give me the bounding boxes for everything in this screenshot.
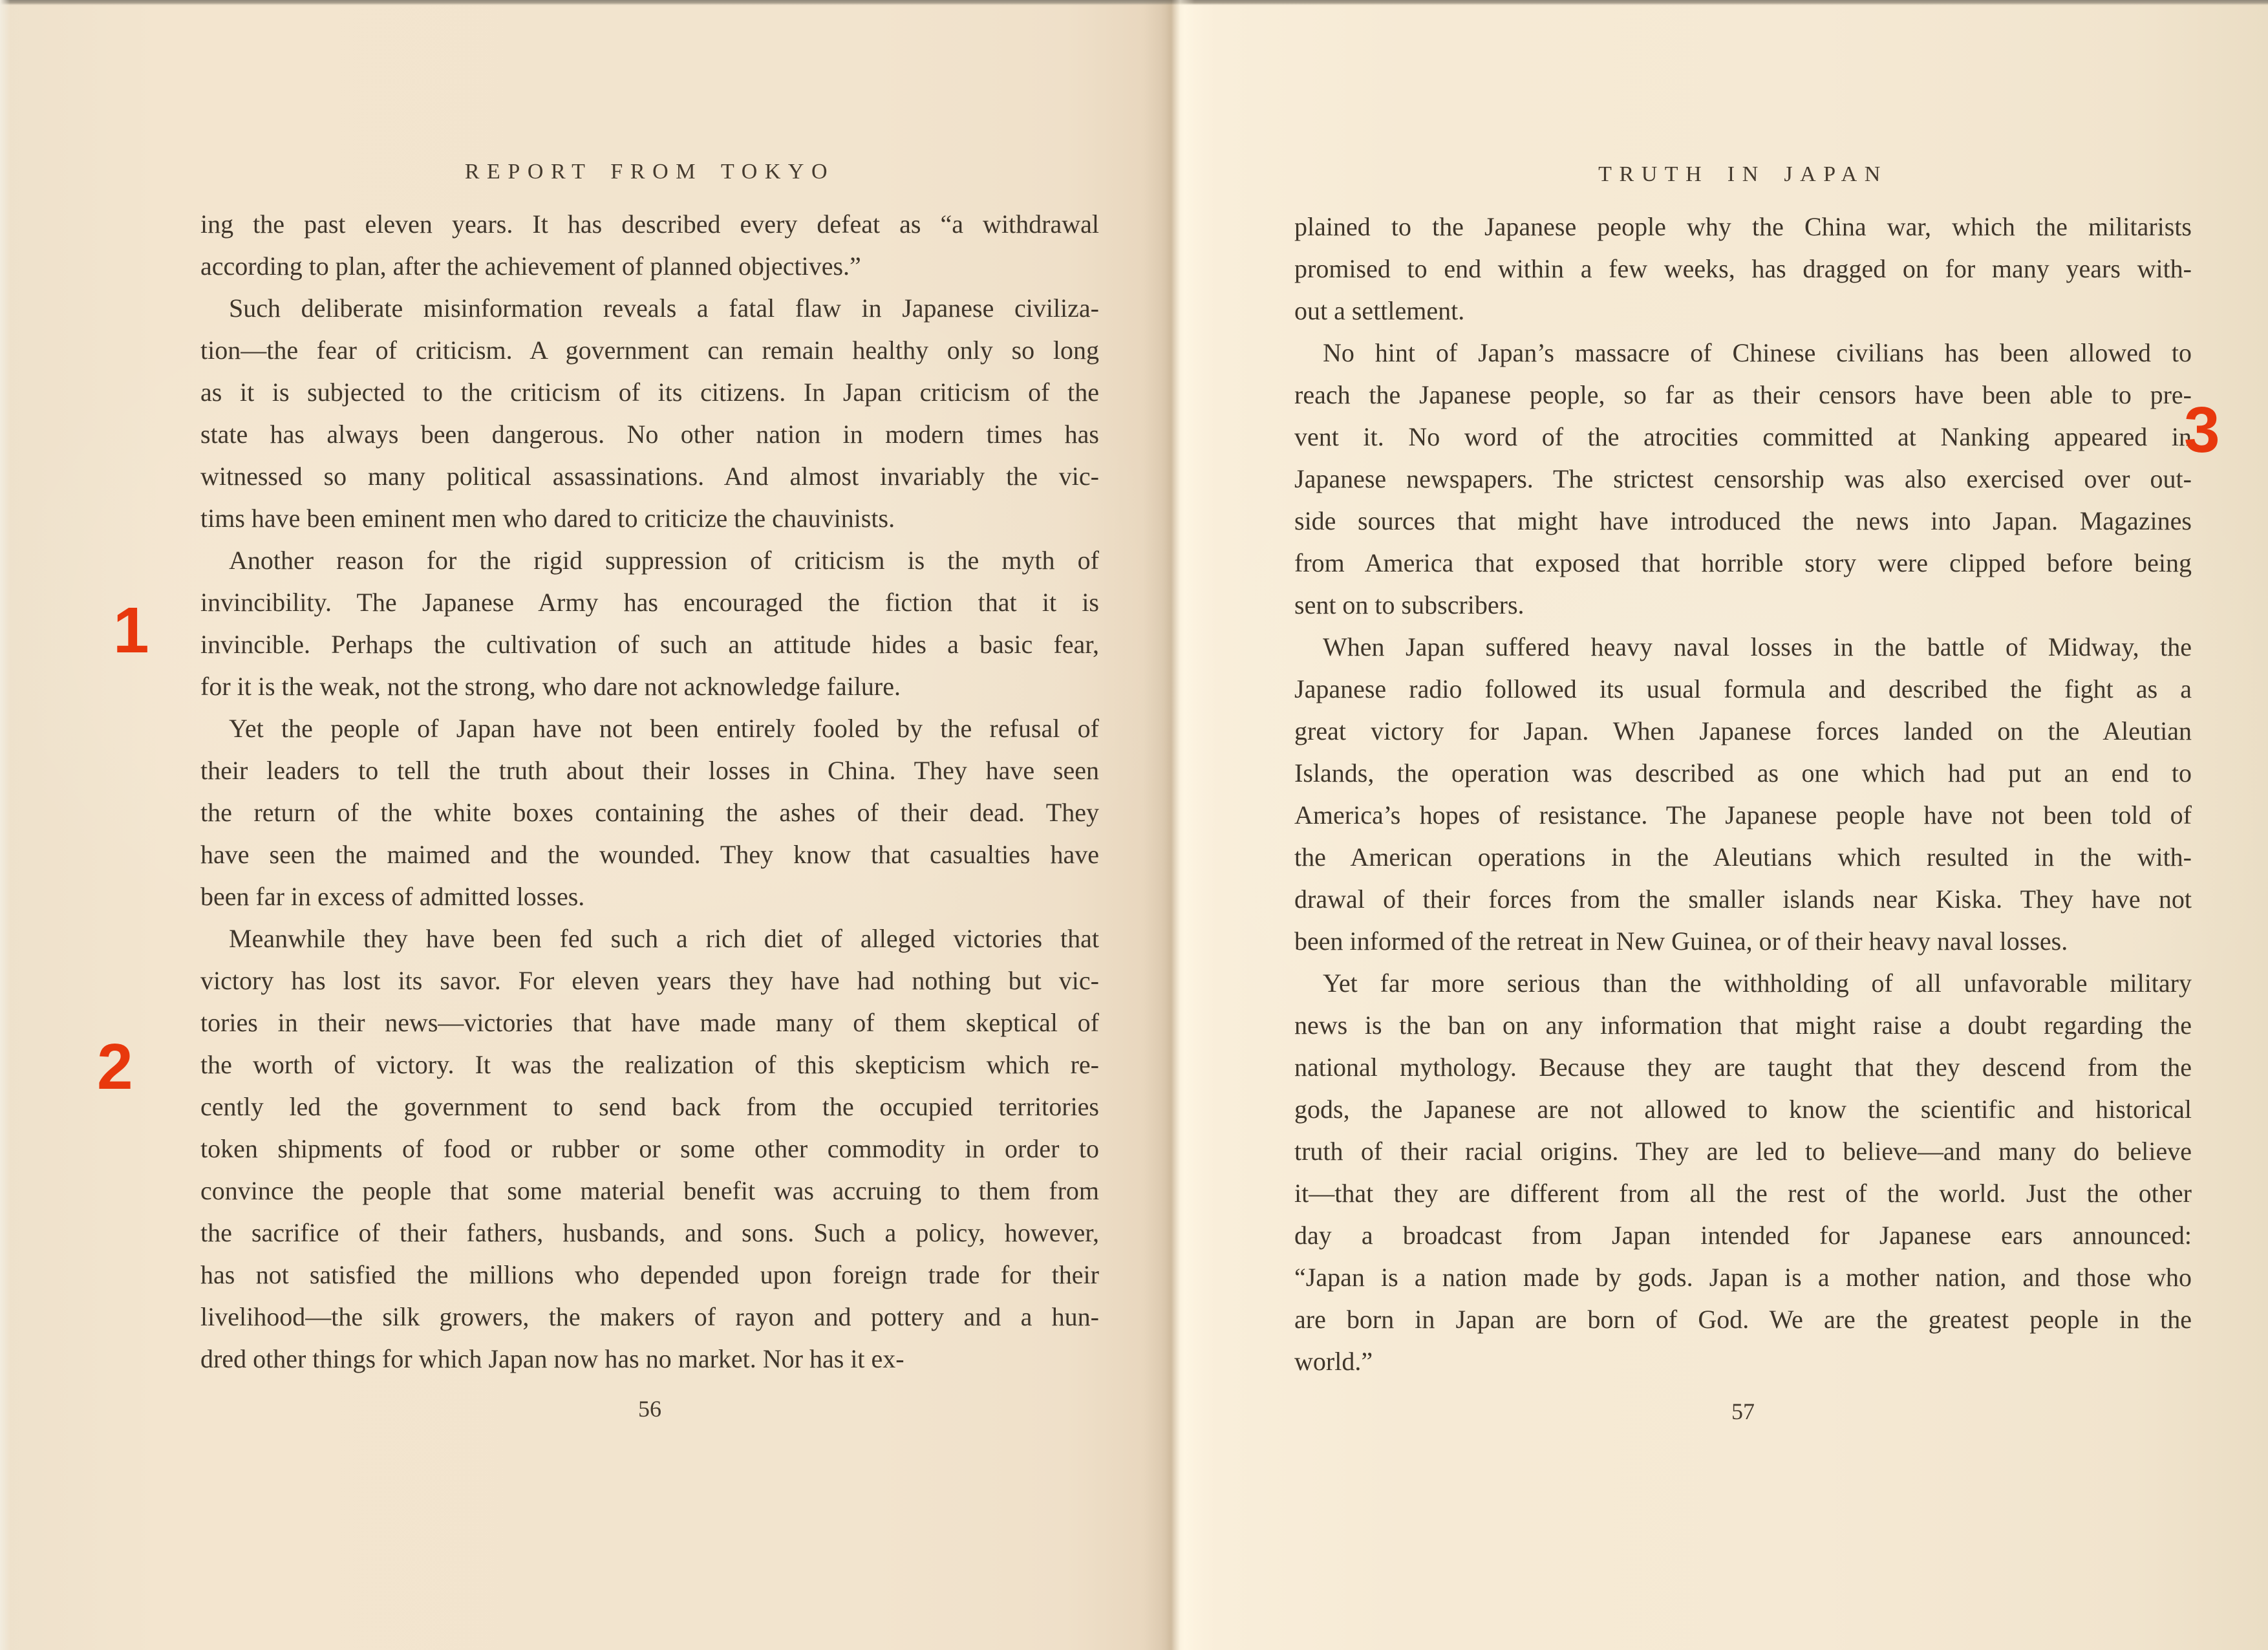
text-line: Meanwhile they have been fed such a rich diet of alleged victories that [229,924,1099,953]
text-line: has not satisfied the millions who depended upon foreign trade for their [200,1260,1099,1289]
text-line: gods, the Japanese are not allowed to know the scientific and historical [1294,1095,2192,1124]
text-line: are born in Japan are born of God. We are the greatest people in the [1294,1305,2192,1334]
text-line: side sources that might have introduced the news into Japan. Magazines [1294,506,2192,535]
text-line: Another reason for the rigid suppression of criticism is the myth of [229,546,1099,575]
text-line: America’s hopes of resistance. The Japanese people have not been told of [1294,800,2192,830]
text-line: plained to the Japanese people why the China war, which the militarists [1294,212,2192,241]
right-page-text [1294,206,2192,1382]
text-line: the return of the white boxes containing the ashes of their dead. They [200,798,1099,827]
text-line: have seen the maimed and the wounded. They know that casualties have [200,840,1099,869]
gutter-shadow [1143,0,1195,1650]
text-line: token shipments of food or rubber or some other commodity in order to [200,1134,1099,1163]
text-line: vent it. No word of the atrocities committed at Nanking appeared in [1294,422,2192,451]
text-line: livelihood—the silk growers, the makers of rayon and pottery and a hun- [200,1302,1099,1331]
annotation-marker-1: 1 [113,594,149,667]
text-line: ing the past eleven years. It has described every defeat as “a withdrawal [200,209,1099,239]
text-line: as it is subjected to the criticism of its citizens. In Japan criticism of the [200,378,1099,407]
text-line: When Japan suffered heavy naval losses in the battle of Midway, the [1323,632,2192,661]
text-line: tories in their news—victories that have made many of them skeptical of [200,1008,1099,1037]
text-line: invincible. Perhaps the cultivation of such an attitude hides a basic fear, [200,630,1099,659]
text-line: the sacrifice of their fathers, husbands, and sons. Such a policy, however, [200,1218,1099,1247]
text-line: convince the people that some material benefit was accruing to them from [200,1176,1099,1205]
text-line: according to plan, after the achievement of planned objectives.” [200,252,861,281]
text-line: Islands, the operation was described as one which had put an end to [1294,758,2192,788]
text-line: state has always been dangerous. No other nation in modern times has [200,420,1099,449]
text-line: Japanese radio followed its usual formula and described the fight as a [1294,674,2192,703]
left-page-text [200,203,1099,1380]
text-line: reach the Japanese people, so far as their censors have been able to pre- [1294,380,2192,409]
text-line: cently led the government to send back from the occupied territories [200,1092,1099,1121]
text-line: invincibility. The Japanese Army has encouraged the fiction that it is [200,588,1099,617]
text-line: Yet far more serious than the withholding of all unfavorable military [1323,969,2192,998]
annotation-marker-2: 2 [97,1031,133,1103]
text-line: been far in excess of admitted losses. [200,882,585,911]
text-line: Yet the people of Japan have not been entirely fooled by the refusal of [229,714,1099,743]
text-line: world.” [1294,1347,1373,1376]
text-line: the American operations in the Aleutians which resulted in the with- [1294,842,2192,872]
text-line: news is the ban on any information that might raise a doubt regarding the [1294,1011,2192,1040]
text-line: the worth of victory. It was the realization of this skepticism which re- [200,1050,1099,1079]
text-line: been informed of the retreat in New Guinea, or of their heavy naval losses. [1294,927,2068,956]
text-line: day a broadcast from Japan intended for Japanese ears announced: [1294,1221,2192,1250]
right-running-head: TRUTH IN JAPAN [1598,162,1888,186]
text-line: national mythology. Because they are taught that they descend from the [1294,1053,2192,1082]
text-line: truth of their racial origins. They are led to believe—and many do believe [1294,1137,2192,1166]
text-line: promised to end within a few weeks, has dragged on for many years with- [1294,254,2192,283]
text-line: drawal of their forces from the smaller islands near Kiska. They have not [1294,884,2192,914]
right-page-number: 57 [1731,1398,1755,1424]
text-line: great victory for Japan. When Japanese forces landed on the Aleutian [1294,716,2192,745]
text-line: Such deliberate misinformation reveals a fatal flaw in Japanese civiliza- [229,294,1099,323]
text-line: “Japan is a nation made by gods. Japan is a mother nation, and those who [1294,1263,2192,1292]
text-line: tims have been eminent men who dared to criticize the chauvinists. [200,504,895,533]
text-line: dred other things for which Japan now has no market. Nor has it ex- [200,1344,904,1373]
text-line: their leaders to tell the truth about their losses in China. They have seen [200,756,1099,785]
text-line: sent on to subscribers. [1294,590,1524,619]
text-line: No hint of Japan’s massacre of Chinese civilians has been allowed to [1323,338,2192,367]
text-line: out a settlement. [1294,296,1465,325]
left-running-head: REPORT FROM TOKYO [464,160,835,184]
text-line: victory has lost its savor. For eleven years they have had nothing but vic- [200,966,1099,995]
text-line: Japanese newspapers. The strictest censorship was also exercised over out- [1294,464,2192,493]
left-page-number: 56 [638,1396,661,1422]
text-line: for it is the weak, not the strong, who dare not acknowledge failure. [200,672,901,701]
text-line: witnessed so many political assassinations. And almost invariably the vic- [200,462,1099,491]
text-line: it—that they are different from all the rest of the world. Just the other [1294,1179,2192,1208]
text-line: from America that exposed that horrible story were clipped before being [1294,548,2192,577]
text-line: tion—the fear of criticism. A government can remain healthy only so long [200,336,1099,365]
annotation-marker-3: 3 [2184,394,2220,466]
